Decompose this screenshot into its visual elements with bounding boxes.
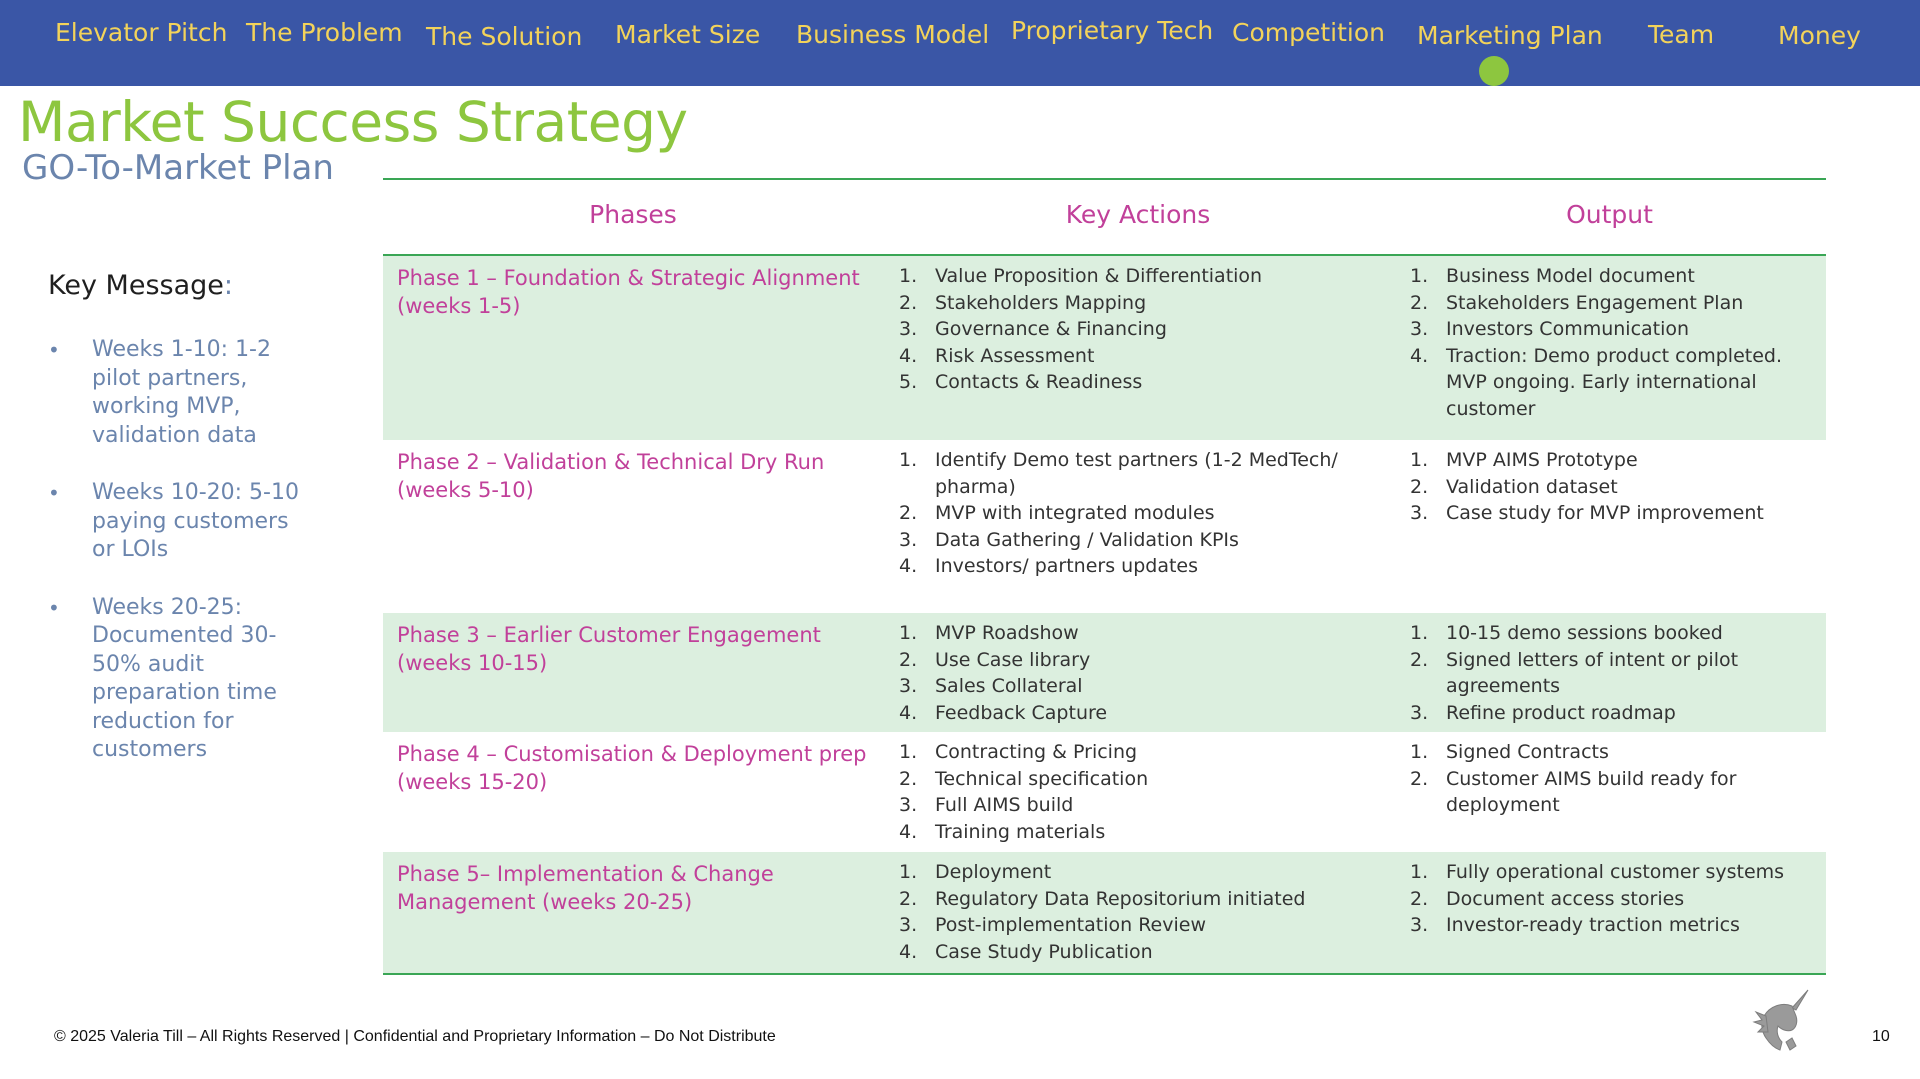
header-output: Output — [1566, 200, 1653, 229]
list-item: 3. Full AIMS build — [899, 794, 1074, 816]
list-item-text: MVP with integrated modules — [935, 502, 1215, 524]
list-item: 2. MVP with integrated modules — [899, 502, 1215, 524]
list-item-text: Fully operational customer systems — [1446, 861, 1785, 883]
list-item: 2. Validation dataset — [1410, 475, 1618, 498]
list-item-text: Case Study Publication — [935, 940, 1153, 963]
phase-label: Phase 1 – Foundation & Strategic Alignment (weeks 1-5) — [397, 266, 860, 318]
list-item-text: Deployment — [935, 861, 1052, 883]
list-item-text: Stakeholders Engagement Plan — [1446, 291, 1744, 314]
nav-item-business-model[interactable]: Business Model — [796, 20, 990, 49]
list-item-text: Full AIMS build — [935, 794, 1074, 816]
table-row — [383, 732, 1826, 852]
list-item-text: Case study for MVP improvement — [1446, 502, 1764, 524]
header-phases: Phases — [589, 200, 677, 229]
list-item: 4. Traction: Demo product completed. MVP ongoing. Early international customer — [1410, 344, 1783, 420]
key-message-point: • Weeks 20-25: Documented 30-50% audit preparation time reduction for customers — [48, 594, 308, 765]
list-item: 1. MVP Roadshow — [899, 622, 1079, 644]
list-item: 4. Case Study Publication — [899, 940, 1153, 963]
output-list — [1410, 447, 1810, 527]
top-navigation — [0, 0, 1920, 86]
nav-item-elevator-pitch[interactable]: Elevator Pitch — [55, 18, 228, 47]
list-item-text: Feedback Capture — [935, 701, 1108, 724]
list-item: 2. Customer AIMS build ready for deployment — [1410, 767, 1737, 816]
nav-item-team[interactable]: Team — [1648, 20, 1715, 49]
key-message-title-text: Key Message — [48, 270, 224, 301]
list-item-text: 10-15 demo sessions booked — [1446, 622, 1723, 644]
list-item: 1. 10-15 demo sessions booked — [1410, 622, 1723, 644]
list-item-text: Validation dataset — [1446, 475, 1618, 498]
page-number: 10 — [1872, 1028, 1890, 1045]
list-item: 3. Governance & Financing — [899, 318, 1167, 340]
list-item: 1. Business Model document — [1410, 265, 1695, 287]
key-actions-list — [899, 620, 1369, 726]
list-item-text: Refine product roadmap — [1446, 701, 1676, 724]
key-message-title — [48, 270, 233, 301]
table-row — [383, 440, 1826, 613]
list-item-text: Contracting & Pricing — [935, 741, 1138, 763]
list-item-text: Post-implementation Review — [935, 914, 1206, 936]
active-nav-indicator — [1479, 56, 1509, 86]
list-item-text: Contacts & Readiness — [935, 371, 1143, 393]
nav-item-the-problem[interactable]: The Problem — [246, 18, 403, 47]
list-item: 2. Technical specification — [899, 767, 1149, 790]
list-item: 1. Contracting & Pricing — [899, 741, 1138, 763]
list-item-text: Stakeholders Mapping — [935, 291, 1147, 314]
list-item-text: Document access stories — [1446, 887, 1685, 910]
list-item: 2. Stakeholders Mapping — [899, 291, 1147, 314]
list-item: 4. Risk Assessment — [899, 344, 1095, 367]
list-item-text: Risk Assessment — [935, 344, 1095, 367]
list-item-text: Data Gathering / Validation KPIs — [935, 528, 1239, 551]
page-subtitle: GO-To-Market Plan — [22, 148, 334, 188]
table-header — [383, 180, 1826, 254]
list-item: 3. Case study for MVP improvement — [1410, 502, 1764, 524]
list-item-text: MVP AIMS Prototype — [1446, 449, 1638, 471]
output-list — [1410, 859, 1810, 939]
list-item-text: MVP Roadshow — [935, 622, 1079, 644]
list-item: 1. Identify Demo test partners (1-2 MedTech/ pharma) — [899, 449, 1338, 498]
list-item: 3. Data Gathering / Validation KPIs — [899, 528, 1239, 551]
list-item-text: Traction: Demo product completed. MVP ongoing. Early international customer — [1446, 344, 1783, 420]
list-item: 2. Document access stories — [1410, 887, 1685, 910]
output-list — [1410, 620, 1810, 726]
page-title: Market Success Strategy — [18, 90, 688, 154]
table-row — [383, 613, 1826, 732]
list-item: 4. Feedback Capture — [899, 701, 1108, 724]
key-actions-list — [899, 739, 1369, 845]
list-item-text: Regulatory Data Repositorium initiated — [935, 887, 1306, 910]
table-row — [383, 256, 1826, 440]
header-actions: Key Actions — [1065, 200, 1211, 229]
list-item: 1. Fully operational customer systems — [1410, 861, 1785, 883]
key-actions-list — [899, 263, 1369, 396]
list-item: 2. Regulatory Data Repositorium initiated — [899, 887, 1306, 910]
list-item: 1. MVP AIMS Prototype — [1410, 449, 1638, 471]
output-list — [1410, 263, 1810, 422]
table-bottom-rule — [383, 973, 1826, 975]
footer-copyright: © 2025 Valeria Till – All Rights Reserved | Confidential and Proprietary Information – Do Not Distribute — [54, 1028, 776, 1045]
list-item-text: Governance & Financing — [935, 318, 1167, 340]
list-item: 3. Investor-ready traction metrics — [1410, 914, 1740, 936]
table-row — [383, 852, 1826, 973]
list-item-text: Investor-ready traction metrics — [1446, 914, 1740, 936]
list-item-text: Use Case library — [935, 648, 1091, 671]
list-item: 5. Contacts & Readiness — [899, 371, 1143, 393]
nav-item-marketing-plan[interactable]: Marketing Plan — [1417, 21, 1603, 50]
unicorn-logo-icon — [1752, 986, 1814, 1052]
list-item-text: Investors Communication — [1446, 318, 1690, 340]
list-item-text: Signed Contracts — [1446, 741, 1609, 763]
nav-item-market-size[interactable]: Market Size — [615, 20, 761, 49]
list-item: 3. Post-implementation Review — [899, 914, 1206, 936]
list-item: 3. Investors Communication — [1410, 318, 1690, 340]
nav-item-competition[interactable]: Competition — [1232, 18, 1385, 47]
list-item: 3. Refine product roadmap — [1410, 701, 1676, 724]
key-message-colon: : — [223, 270, 233, 301]
list-item-text: Investors/ partners updates — [935, 555, 1198, 577]
list-item: 1. Value Proposition & Differentiation — [899, 265, 1263, 287]
nav-item-proprietary-tech[interactable]: Proprietary Tech — [1011, 16, 1214, 45]
list-item: 4. Investors/ partners updates — [899, 555, 1198, 577]
list-item: 1. Signed Contracts — [1410, 741, 1609, 763]
nav-item-the-solution[interactable]: The Solution — [426, 22, 583, 51]
output-list — [1410, 739, 1810, 819]
key-actions-list — [899, 447, 1369, 580]
phase-label: Phase 4 – Customisation & Deployment prep (weeks 15-20) — [397, 742, 867, 794]
nav-item-money[interactable]: Money — [1778, 21, 1861, 50]
list-item-text: Signed letters of intent or pilot agreements — [1446, 648, 1739, 697]
list-item: 3. Sales Collateral — [899, 675, 1083, 697]
list-item: 2. Stakeholders Engagement Plan — [1410, 291, 1744, 314]
list-item: 4. Training materials — [899, 820, 1106, 843]
list-item-text: Training materials — [935, 820, 1106, 843]
list-item: 1. Deployment — [899, 861, 1052, 883]
list-item-text: Identify Demo test partners (1-2 MedTech/ pharma) — [935, 449, 1338, 498]
key-message-list — [48, 336, 308, 794]
list-item-text: Customer AIMS build ready for deployment — [1446, 767, 1737, 816]
phase-label: Phase 2 – Validation & Technical Dry Run (weeks 5-10) — [397, 450, 825, 502]
list-item: 2. Use Case library — [899, 648, 1091, 671]
list-item-text: Value Proposition & Differentiation — [935, 265, 1263, 287]
phase-label: Phase 3 – Earlier Customer Engagement (weeks 10-15) — [397, 623, 821, 675]
key-message-point: • Weeks 10-20: 5-10 paying customers or LOIs — [48, 479, 308, 565]
key-actions-list — [899, 859, 1369, 965]
phase-label: Phase 5– Implementation & Change Management (weeks 20-25) — [397, 862, 774, 914]
list-item-text: Sales Collateral — [935, 675, 1083, 697]
list-item-text: Business Model document — [1446, 265, 1695, 287]
list-item: 2. Signed letters of intent or pilot agreements — [1410, 648, 1739, 697]
key-message-point: • Weeks 1-10: 1-2 pilot partners, working MVP, validation data — [48, 336, 308, 450]
list-item-text: Technical specification — [935, 767, 1149, 790]
